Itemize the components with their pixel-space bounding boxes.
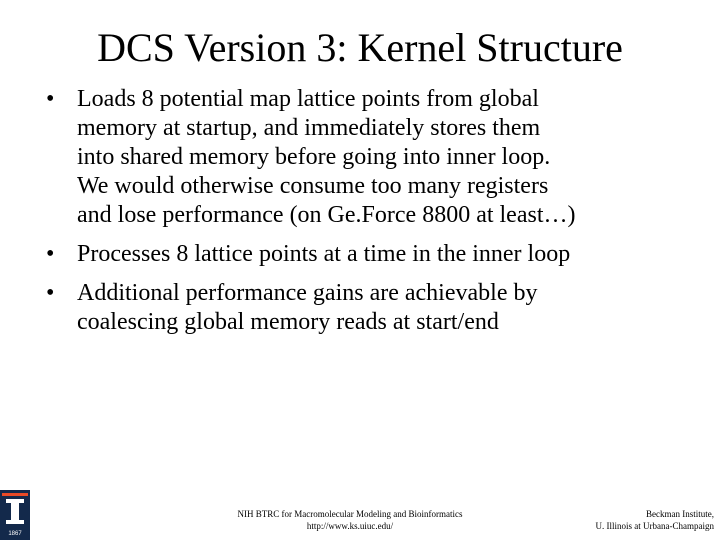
bullet-line: and lose performance (on Ge.Force 8800 at least…) — [77, 202, 576, 228]
bullet-icon: • — [46, 280, 55, 306]
bullet-line: Loads 8 potential map lattice points from global — [77, 86, 539, 112]
university-logo-graphic — [0, 490, 30, 540]
university-of-illinois-logo-icon — [0, 490, 30, 540]
footer-organization: NIH BTRC for Macromolecular Modeling and Bioinformatics — [237, 509, 463, 519]
logo-year: 1867 — [8, 531, 22, 537]
bullet-line: coalescing global memory reads at start/end — [77, 309, 499, 335]
bullet-text — [77, 279, 537, 337]
bullet-text — [77, 85, 575, 230]
footer-university: U. Illinois at Urbana-Champaign — [595, 521, 714, 531]
footer-right — [494, 508, 714, 532]
bullet-line: into shared memory before going into inner loop. — [77, 144, 551, 170]
bullet-line: We would otherwise consume too many registers — [77, 173, 549, 199]
bullet-line: memory at startup, and immediately stores them — [77, 115, 541, 141]
bullet-line: Additional performance gains are achievable by — [77, 280, 538, 306]
bullet-icon: • — [46, 86, 55, 112]
footer-center — [200, 508, 500, 532]
bullet-item — [44, 240, 714, 269]
bullet-text — [77, 240, 570, 269]
bullet-item — [44, 279, 714, 337]
footer-institute: Beckman Institute, — [646, 509, 714, 519]
bullet-list — [44, 85, 714, 347]
slide-title: DCS Version 3: Kernel Structure — [97, 25, 623, 70]
footer-url: http://www.ks.uiuc.edu/ — [306, 521, 394, 531]
bullet-line: Processes 8 lattice points at a time in the inner loop — [77, 241, 571, 267]
bullet-icon: • — [46, 241, 55, 267]
bullet-item — [44, 85, 714, 230]
